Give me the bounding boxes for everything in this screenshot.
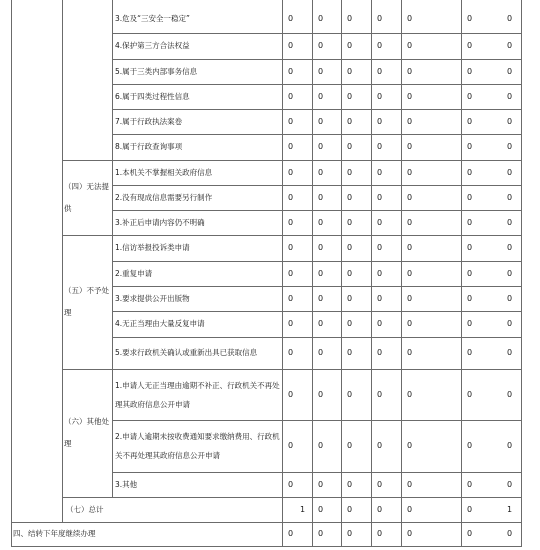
value-cell: 0 bbox=[347, 480, 353, 489]
value-cell: 0 bbox=[377, 348, 383, 357]
value-cell: 1 bbox=[300, 505, 306, 514]
value-cell: 0 bbox=[377, 67, 383, 76]
value-cell: 0 bbox=[407, 14, 413, 23]
row-rule bbox=[62, 160, 522, 161]
value-cell: 0 bbox=[318, 117, 324, 126]
value-cell: 0 bbox=[407, 41, 413, 50]
value-cell: 0 bbox=[288, 390, 294, 399]
value-column-border bbox=[371, 0, 372, 546]
value-cell: 0 bbox=[467, 390, 473, 399]
value-cell: 0 bbox=[467, 117, 473, 126]
item-label: 4.保护第三方合法权益 bbox=[115, 41, 190, 50]
value-cell: 0 bbox=[507, 218, 513, 227]
item-label: 2.重复申请 bbox=[115, 269, 153, 278]
value-cell: 0 bbox=[377, 294, 383, 303]
value-cell: 0 bbox=[407, 269, 413, 278]
value-cell: 0 bbox=[467, 294, 473, 303]
value-cell: 0 bbox=[467, 348, 473, 357]
value-cell: 0 bbox=[507, 117, 513, 126]
value-cell: 0 bbox=[507, 41, 513, 50]
value-cell: 0 bbox=[377, 441, 383, 450]
value-cell: 0 bbox=[318, 142, 324, 151]
value-cell: 0 bbox=[318, 390, 324, 399]
value-cell: 0 bbox=[507, 243, 513, 252]
value-cell: 0 bbox=[318, 193, 324, 202]
value-cell: 0 bbox=[377, 529, 383, 538]
value-cell: 0 bbox=[318, 480, 324, 489]
item-label: 2.申请人逾期未按收费通知要求缴纳费用、行政机关不再处理其政府信息公开申请 bbox=[115, 432, 280, 460]
value-cell: 0 bbox=[288, 269, 294, 278]
value-cell: 0 bbox=[407, 441, 413, 450]
value-cell: 0 bbox=[347, 348, 353, 357]
value-cell: 0 bbox=[347, 14, 353, 23]
value-cell: 0 bbox=[407, 243, 413, 252]
value-column-border bbox=[341, 0, 342, 546]
value-cell: 0 bbox=[467, 319, 473, 328]
row-rule bbox=[112, 311, 522, 312]
item-column-border bbox=[112, 0, 113, 497]
item-label: 2.没有现成信息需要另行制作 bbox=[115, 193, 213, 202]
value-cell: 0 bbox=[288, 529, 294, 538]
value-cell: 0 bbox=[407, 294, 413, 303]
value-cell: 0 bbox=[407, 480, 413, 489]
value-cell: 0 bbox=[347, 193, 353, 202]
value-cell: 0 bbox=[288, 294, 294, 303]
value-cell: 0 bbox=[407, 505, 413, 514]
value-cell: 0 bbox=[507, 441, 513, 450]
value-cell: 0 bbox=[347, 92, 353, 101]
value-cell: 0 bbox=[407, 529, 413, 538]
value-column-border bbox=[312, 0, 313, 546]
value-cell: 0 bbox=[318, 505, 324, 514]
item-label: 1.本机关不掌握相关政府信息 bbox=[115, 168, 213, 177]
value-cell: 0 bbox=[467, 67, 473, 76]
item-label: 1.申请人无正当理由逾期不补正、行政机关不再处理其政府信息公开申请 bbox=[115, 381, 280, 409]
total-label: （七）总计 bbox=[66, 505, 104, 514]
outer-left-border bbox=[11, 0, 12, 546]
value-cell: 0 bbox=[467, 14, 473, 23]
value-cell: 0 bbox=[407, 92, 413, 101]
row-rule bbox=[112, 109, 522, 110]
value-cell: 0 bbox=[288, 218, 294, 227]
value-cell: 0 bbox=[467, 193, 473, 202]
value-cell: 0 bbox=[507, 294, 513, 303]
value-cell: 0 bbox=[288, 193, 294, 202]
value-cell: 0 bbox=[347, 294, 353, 303]
section-column-border bbox=[62, 0, 63, 522]
item-label: 5.要求行政机关确认或重新出具已获取信息 bbox=[115, 348, 258, 357]
value-cell: 0 bbox=[318, 67, 324, 76]
carryover-label: 四、结转下年度继续办理 bbox=[13, 529, 96, 538]
value-cell: 0 bbox=[377, 14, 383, 23]
value-cell: 0 bbox=[377, 390, 383, 399]
value-cell: 0 bbox=[467, 41, 473, 50]
value-cell: 0 bbox=[288, 348, 294, 357]
value-cell: 0 bbox=[507, 67, 513, 76]
value-cell: 0 bbox=[467, 480, 473, 489]
value-cell: 0 bbox=[507, 142, 513, 151]
value-cell: 0 bbox=[377, 319, 383, 328]
value-cell: 0 bbox=[467, 529, 473, 538]
value-cell: 0 bbox=[318, 92, 324, 101]
value-cell: 0 bbox=[407, 319, 413, 328]
item-label: 3.补正后申请内容仍不明确 bbox=[115, 218, 205, 227]
value-cell: 0 bbox=[347, 529, 353, 538]
value-cell: 0 bbox=[347, 142, 353, 151]
value-cell: 0 bbox=[507, 14, 513, 23]
value-cell: 0 bbox=[377, 92, 383, 101]
row-rule bbox=[112, 472, 522, 473]
value-cell: 0 bbox=[467, 243, 473, 252]
bottom-border bbox=[11, 546, 522, 547]
value-cell: 0 bbox=[288, 14, 294, 23]
value-cell: 0 bbox=[377, 218, 383, 227]
value-cell: 0 bbox=[507, 319, 513, 328]
item-label: 6.属于四类过程性信息 bbox=[115, 92, 190, 101]
value-cell: 0 bbox=[347, 505, 353, 514]
value-cell: 0 bbox=[407, 218, 413, 227]
value-cell: 0 bbox=[507, 480, 513, 489]
value-cell: 0 bbox=[507, 92, 513, 101]
value-cell: 0 bbox=[377, 41, 383, 50]
row-rule bbox=[11, 522, 522, 523]
value-cell: 0 bbox=[288, 67, 294, 76]
value-cell: 0 bbox=[347, 243, 353, 252]
value-cell: 0 bbox=[377, 117, 383, 126]
value-cell: 0 bbox=[407, 390, 413, 399]
value-cell: 0 bbox=[318, 269, 324, 278]
row-rule bbox=[112, 134, 522, 135]
value-cell: 0 bbox=[507, 269, 513, 278]
section-label: （六）其他处理 bbox=[64, 417, 109, 448]
value-cell: 0 bbox=[288, 168, 294, 177]
row-rule bbox=[62, 369, 522, 370]
item-label: 3.要求提供公开出版物 bbox=[115, 294, 190, 303]
value-cell: 0 bbox=[318, 441, 324, 450]
value-cell: 0 bbox=[318, 243, 324, 252]
value-cell: 0 bbox=[318, 14, 324, 23]
row-rule bbox=[112, 286, 522, 287]
row-rule bbox=[62, 497, 522, 498]
value-cell: 0 bbox=[467, 92, 473, 101]
row-rule bbox=[112, 261, 522, 262]
value-cell: 0 bbox=[507, 193, 513, 202]
item-label: 7.属于行政执法案卷 bbox=[115, 117, 183, 126]
value-cell: 0 bbox=[467, 269, 473, 278]
value-cell: 0 bbox=[467, 168, 473, 177]
row-rule bbox=[62, 235, 522, 236]
value-cell: 0 bbox=[318, 41, 324, 50]
row-rule bbox=[112, 420, 522, 421]
value-cell: 0 bbox=[377, 269, 383, 278]
value-column-border bbox=[521, 0, 522, 546]
value-cell: 0 bbox=[347, 41, 353, 50]
value-cell: 0 bbox=[288, 117, 294, 126]
value-cell: 0 bbox=[507, 348, 513, 357]
value-cell: 0 bbox=[507, 529, 513, 538]
value-cell: 0 bbox=[288, 441, 294, 450]
item-label: 4.无正当理由大量反复申请 bbox=[115, 319, 205, 328]
value-cell: 0 bbox=[288, 41, 294, 50]
value-column-border bbox=[401, 0, 402, 546]
row-rule bbox=[112, 337, 522, 338]
value-cell: 0 bbox=[347, 218, 353, 227]
value-cell: 0 bbox=[347, 441, 353, 450]
value-cell: 0 bbox=[507, 390, 513, 399]
value-cell: 0 bbox=[467, 142, 473, 151]
value-cell: 0 bbox=[288, 480, 294, 489]
value-cell: 0 bbox=[507, 168, 513, 177]
value-cell: 0 bbox=[288, 142, 294, 151]
value-cell: 0 bbox=[377, 480, 383, 489]
value-cell: 0 bbox=[407, 142, 413, 151]
row-rule bbox=[112, 84, 522, 85]
value-cell: 0 bbox=[318, 168, 324, 177]
value-cell: 0 bbox=[288, 92, 294, 101]
row-rule bbox=[112, 33, 522, 34]
row-rule bbox=[112, 185, 522, 186]
value-cell: 0 bbox=[347, 390, 353, 399]
value-cell: 0 bbox=[407, 67, 413, 76]
value-cell: 0 bbox=[347, 168, 353, 177]
value-cell: 0 bbox=[347, 67, 353, 76]
value-cell: 0 bbox=[467, 218, 473, 227]
value-cell: 0 bbox=[318, 294, 324, 303]
section-label: （四）无法提供 bbox=[64, 182, 109, 213]
value-cell: 0 bbox=[318, 218, 324, 227]
item-label: 3.危及“三安全一稳定” bbox=[115, 14, 190, 23]
value-cell: 0 bbox=[347, 319, 353, 328]
value-cell: 0 bbox=[407, 168, 413, 177]
item-label: 8.属于行政查询事项 bbox=[115, 142, 183, 151]
item-label: 3.其他 bbox=[115, 480, 138, 489]
item-label: 5.属于三类内部事务信息 bbox=[115, 67, 198, 76]
value-cell: 0 bbox=[318, 319, 324, 328]
section-label: （五）不予处理 bbox=[64, 286, 109, 317]
value-column-border bbox=[461, 0, 462, 546]
value-cell: 1 bbox=[507, 505, 513, 514]
value-cell: 0 bbox=[407, 117, 413, 126]
item-label: 1.信访举报投诉类申请 bbox=[115, 243, 190, 252]
value-cell: 0 bbox=[377, 505, 383, 514]
value-cell: 0 bbox=[318, 529, 324, 538]
value-cell: 0 bbox=[407, 193, 413, 202]
row-rule bbox=[112, 59, 522, 60]
value-cell: 0 bbox=[407, 348, 413, 357]
value-cell: 0 bbox=[288, 319, 294, 328]
value-column-border bbox=[282, 0, 283, 546]
value-cell: 0 bbox=[347, 117, 353, 126]
value-cell: 0 bbox=[467, 505, 473, 514]
value-cell: 0 bbox=[377, 142, 383, 151]
value-cell: 0 bbox=[467, 441, 473, 450]
value-cell: 0 bbox=[377, 193, 383, 202]
value-cell: 0 bbox=[377, 168, 383, 177]
value-cell: 0 bbox=[347, 269, 353, 278]
value-cell: 0 bbox=[288, 243, 294, 252]
value-cell: 0 bbox=[318, 348, 324, 357]
row-rule bbox=[112, 210, 522, 211]
value-cell: 0 bbox=[377, 243, 383, 252]
